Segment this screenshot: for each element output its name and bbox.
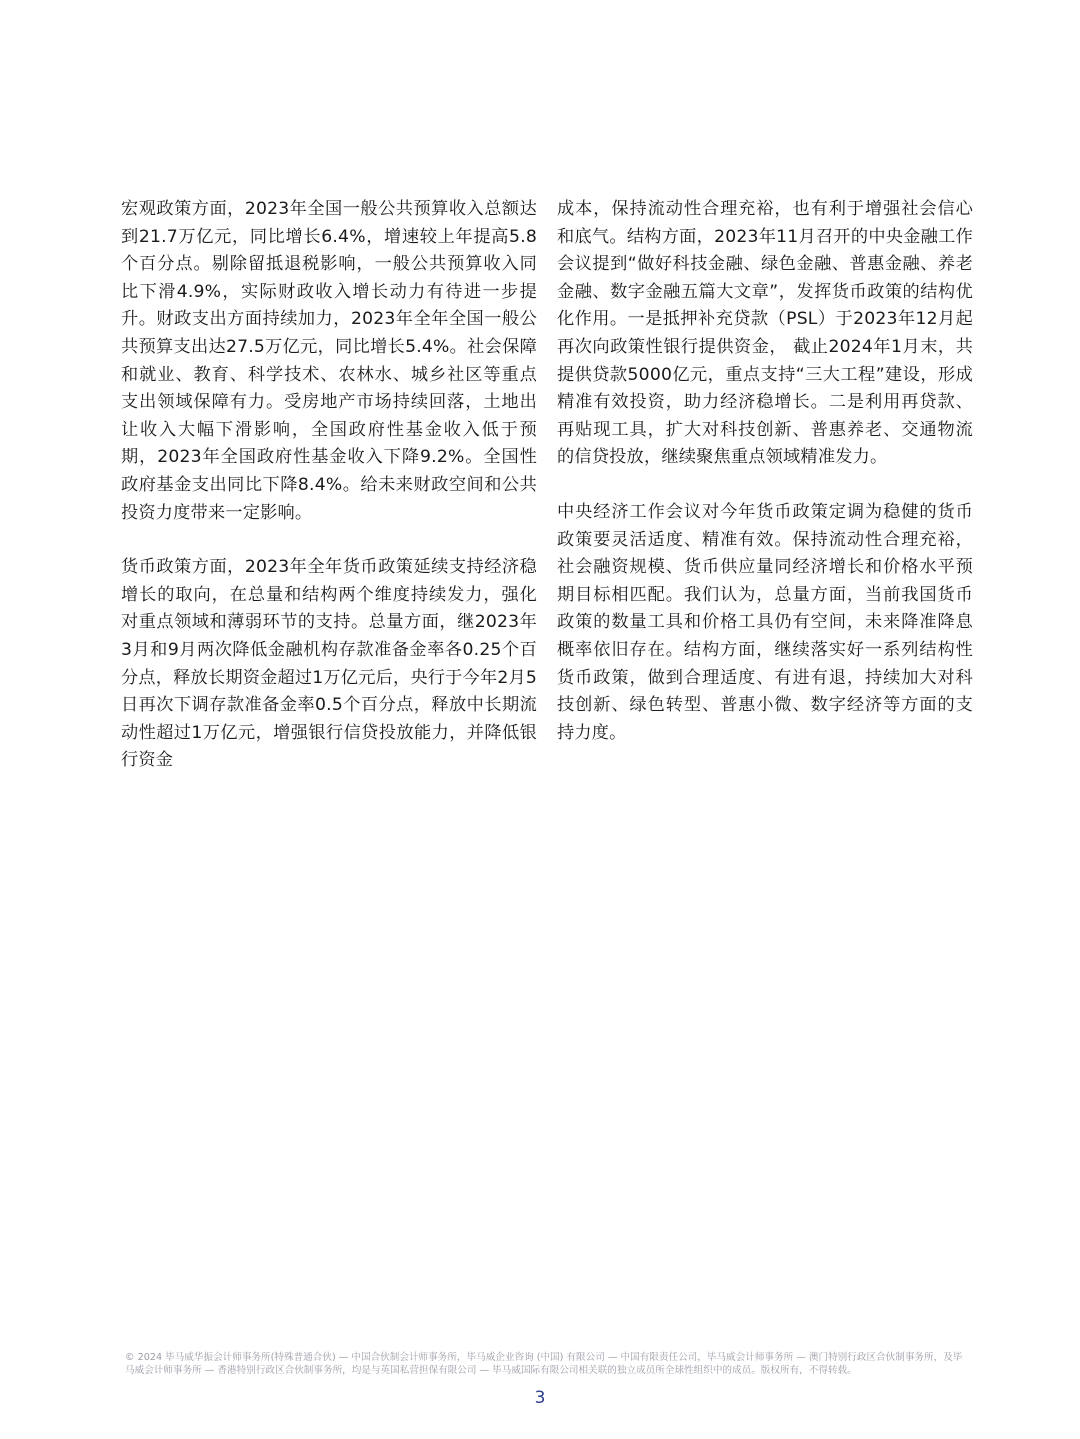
paragraph-economic-work-conference: 中央经济工作会议对今年货币政策定调为稳健的货币政策要灵活适度、精准有效。保持流动性合理充裕，社会融资规模、货币供应量同经济增长和价格水平预期目标相匹配。我们认为，总量方面，当前我国货币政策的数量工具和价格工具仍有空间，未来降准降息概率依旧存在。结构方面，继续落实好一系列结构性货币政策，做到合理适度、有进有退，持续加大对科技创新、绿色转型、普惠小微、数字经济等方面的支持力度。 bbox=[557, 501, 973, 743]
right-column bbox=[557, 196, 973, 774]
paragraph-monetary-structure: 成本，保持流动性合理充裕，也有利于增强社会信心和底气。结构方面，2023年11月召开的中央金融工作会议提到“做好科技金融、绿色金融、普惠金融、养老金融、数字金融五篇大文章”，发挥货币政策的结构优化作用。一是抵押补充贷款（PSL）于2023年12月起再次向政策性银行提供资金， 截止2024年1月末，共提供贷款5000亿元，重点支持“三大工程”建设，形成精准有效投资，助力经济稳增长。二是利用再贷款、再贴现工具，扩大对科技创新、普惠养老、交通物流的信贷投放，继续聚焦重点领域精准发力。 bbox=[557, 199, 973, 468]
left-column bbox=[121, 196, 537, 802]
paragraph-monetary-policy: 货币政策方面，2023年全年货币政策延续支持经济稳增长的取向，在总量和结构两个维度持续发力，强化对重点领域和薄弱环节的支持。总量方面，继2023年3月和9月两次降低金融机构存款准备金率各0.25个百分点，释放长期资金超过1万亿元后，央行于今年2月5日再次下调存款准备金率0.5个百分点，释放中长期流动性超过1万亿元，增强银行信贷投放能力，并降低银行资金 bbox=[121, 557, 537, 771]
page-number: 3 bbox=[534, 1388, 546, 1408]
paragraph-fiscal-policy: 宏观政策方面，2023年全国一般公共预算收入总额达到21.7万亿元，同比增长6.4%，增速较上年提高5.8个百分点。剔除留抵退税影响，一般公共预算收入同比下滑4.9%，实际财政收入增长动力有待进一步提升。财政支出方面持续加力，2023年全年全国一般公共预算支出达27.5万亿元，同比增长5.4%。社会保障和就业、教育、科学技术、农林水、城乡社区等重点支出领域保障有力。受房地产市场持续回落，土地出让收入大幅下滑影响，全国政府性基金收入低于预期，2023年全国政府性基金收入下降9.2%。全国性政府基金支出同比下降8.4%。给未来财政空间和公共投资力度带来一定影响。 bbox=[121, 199, 537, 523]
copyright-footer: © 2024 毕马威华振会计师事务所(特殊普通合伙) — 中国合伙制会计师事务所，毕马威企业咨询 (中国) 有限公司 — 中国有限责任公司，毕马威会计师事务所 — 澳门特别行政区合伙制事务所，及毕马威会计师事务所 — 香港特别行政区合伙制事务所，均是与英国私营担保有限公司 — 毕马威国际有限公司相关联的独立成员所全球性组织中的成员。版权所有，不得转载。 bbox=[125, 1352, 963, 1376]
